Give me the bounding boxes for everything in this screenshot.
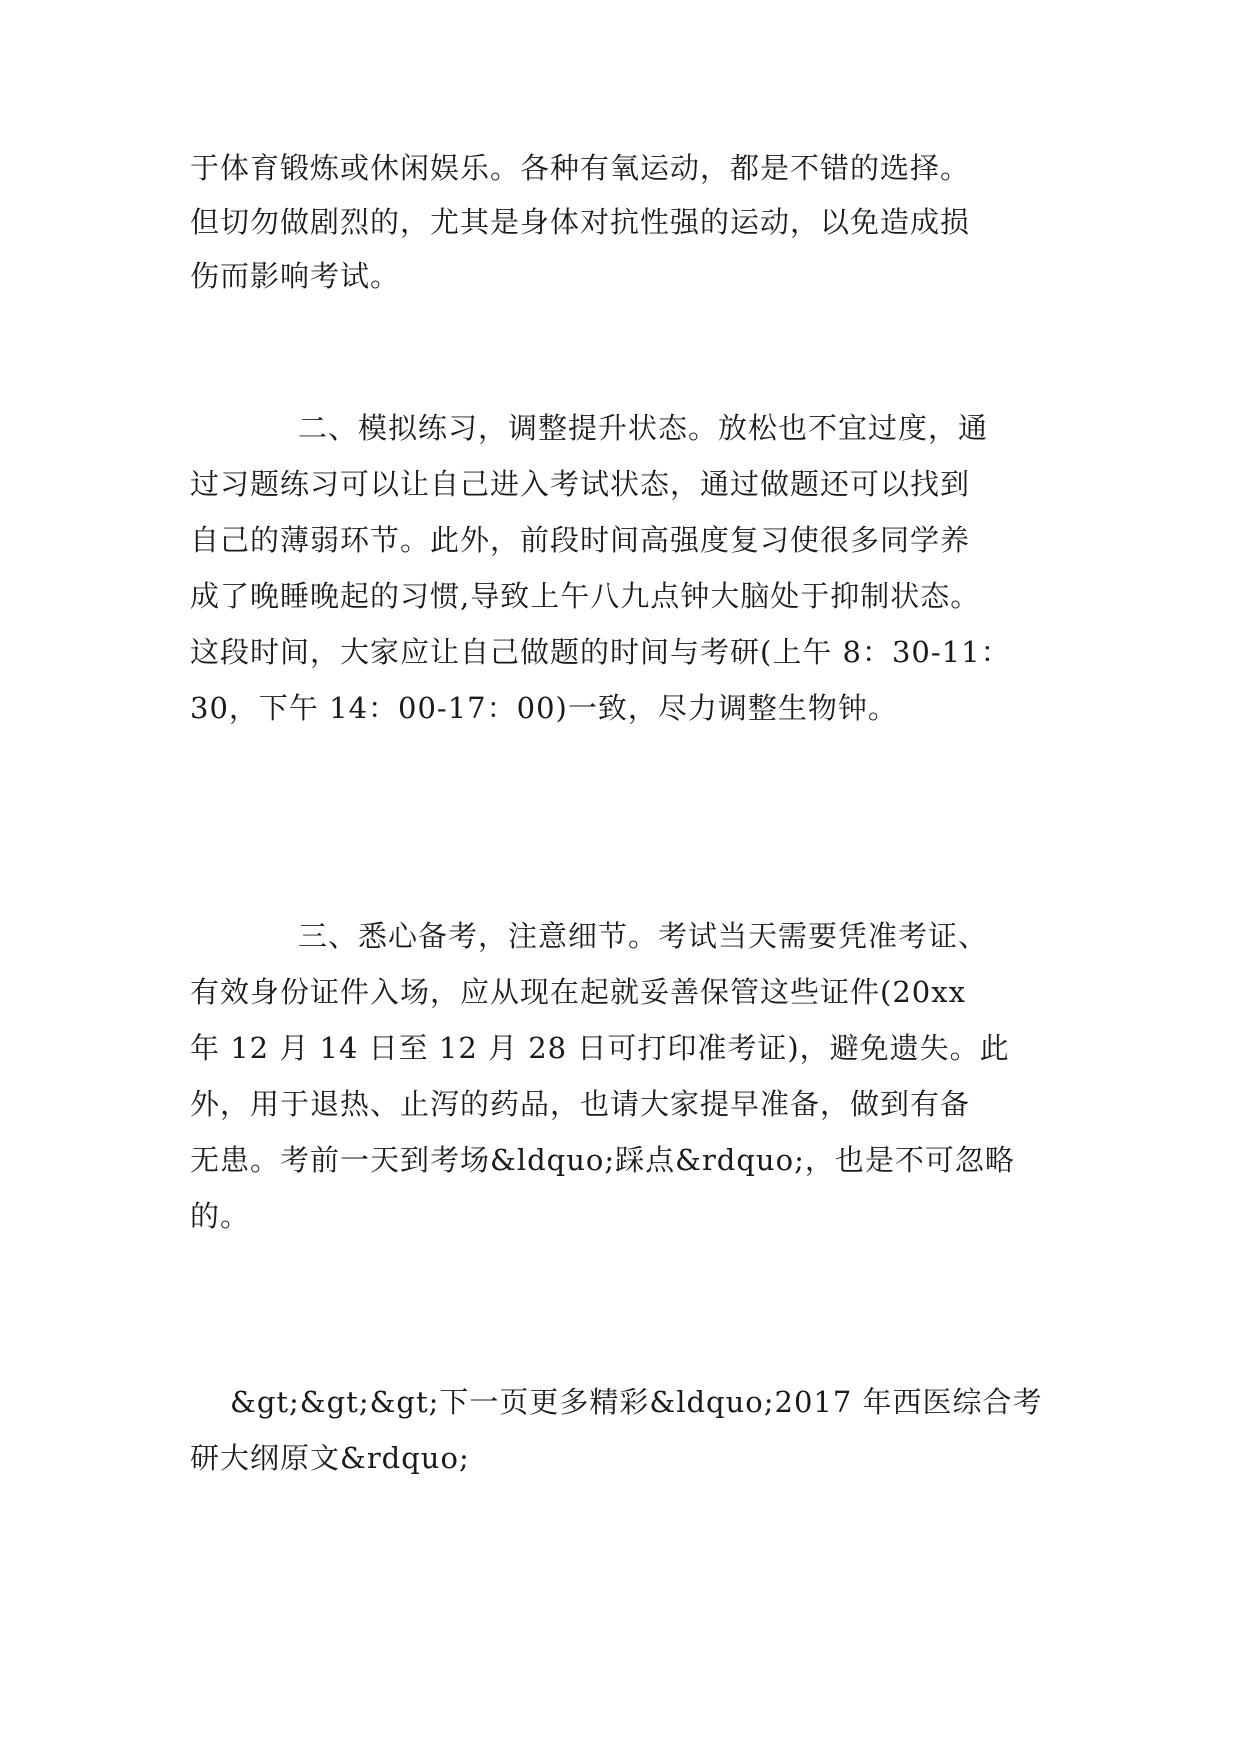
text-line: 三、悉心备考，注意细节。考试当天需要凭准考证、 (298, 919, 989, 953)
text-line: 年 12 月 14 日至 12 月 28 日可打印准考证)，避免遗失。此 (190, 1031, 1010, 1065)
text-line: 的。 (190, 1199, 251, 1233)
text-line: 伤而影响考试。 (190, 259, 401, 293)
text-line: 二、模拟练习，调整提升状态。放松也不宜过度，通 (298, 411, 989, 445)
text-line: 无患。考前一天到考场&ldquo;踩点&rdquo;，也是不可忽略 (190, 1143, 1015, 1177)
text-line: 这段时间，大家应让自己做题的时间与考研(上午 8：30-11： (190, 635, 1011, 669)
text-line: 过习题练习可以让自己进入考试状态，通过做题还可以找到 (190, 467, 971, 501)
text-line: 成了晚睡晚起的习惯,导致上午八九点钟大脑处于抑制状态。 (190, 579, 981, 613)
next-page-link-text[interactable]: 研大纲原文&rdquo; (190, 1441, 470, 1475)
text-line: 有效身份证件入场，应从现在起就妥善保管这些证件(20xx (190, 975, 966, 1009)
text-line: 自己的薄弱环节。此外，前段时间高强度复习使很多同学养 (190, 523, 971, 557)
text-line: 30，下午 14：00-17：00)一致，尽力调整生物钟。 (190, 691, 898, 725)
next-page-link-text[interactable]: &gt;&gt;&gt;下一页更多精彩&ldquo;2017 年西医综合考 (230, 1385, 1043, 1419)
text-line: 外，用于退热、止泻的药品，也请大家提早准备，做到有备 (190, 1087, 971, 1121)
text-line: 于体育锻炼或休闲娱乐。各种有氧运动，都是不错的选择。 (190, 151, 971, 185)
text-line: 但切勿做剧烈的，尤其是身体对抗性强的运动，以免造成损 (190, 205, 971, 239)
